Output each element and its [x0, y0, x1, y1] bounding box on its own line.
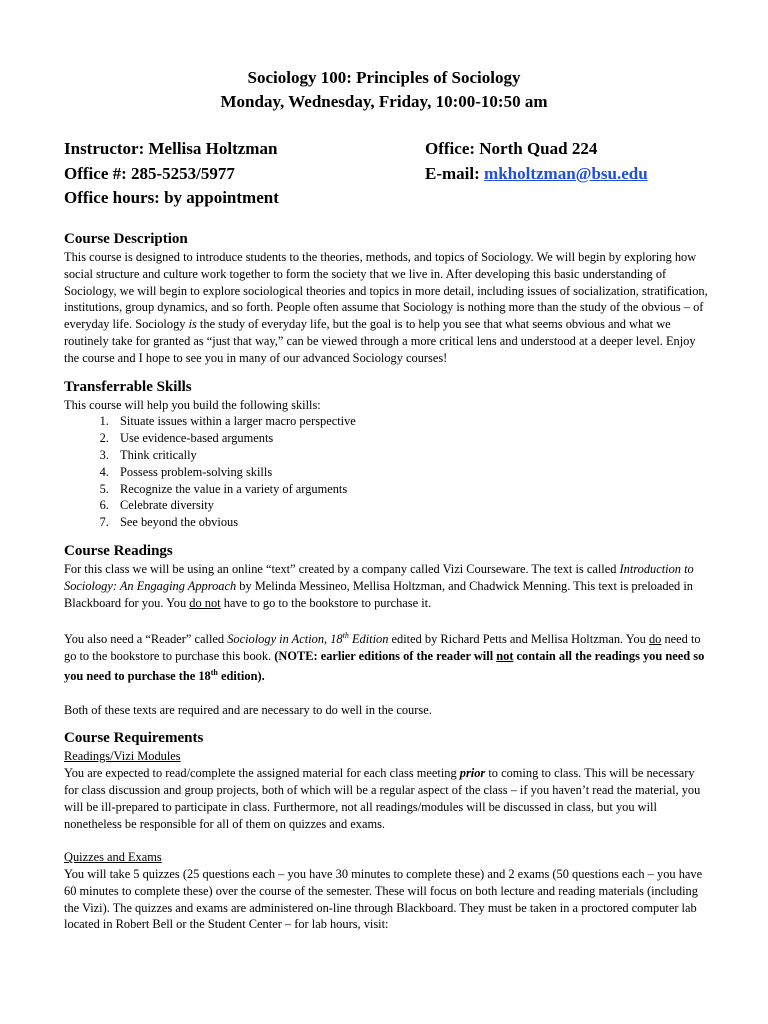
readings-paragraph-2: You also need a “Reader” called Sociology in Action, 18th Edition edited by Richard Petts and Mellisa Holtzman. You do need to go to the bookstore to purchase this book. (NOTE: earlier editions of the reader will not contain all the readings you need so you need to purchase the 18th edition). — [64, 631, 705, 683]
requirements-heading: Course Requirements — [64, 730, 204, 747]
email-line — [425, 162, 704, 187]
list-item: 6. Celebrate diversity — [112, 497, 712, 514]
course-schedule: Monday, Wednesday, Friday, 10:00-10:50 am — [220, 92, 548, 111]
quizzes-exams-subheading: Quizzes and Exams — [64, 850, 162, 865]
course-title-block — [0, 66, 768, 114]
skills-heading: Transferrable Skills — [64, 378, 192, 395]
office-phone: Office #: 285-5253/5977 — [64, 163, 235, 183]
readings-heading: Course Readings — [64, 542, 173, 559]
list-item: 1. Situate issues within a larger macro perspective — [112, 413, 712, 430]
course-description-heading: Course Description — [64, 231, 188, 247]
course-description-text: This course is designed to introduce students to the theories, methods, and topics of Sociology. We will begin by exploring how social structure and culture work together to form the society that we live in. After developing this basic understanding of Sociology, we will begin to explore sociological theories and topics in more detail, including issues of socialization, stratification, institutions, group dynamics, and so forth. People often assume that Sociology is nothing more than the study of the obvious – of everyday life. Sociology is the study of everyday life, but the goal is to help you see that what seems obvious and what we routinely take for granted as “just that way,” can be viewed through a more critical lens and understood at a deeper level. Enjoy the course and I hope to see you in many of our advanced Sociology courses! — [64, 250, 708, 365]
readings-paragraph-1: For this class we will be using an online “text” created by a company called Vizi Courseware. The text is called Introduction to Sociology: An Engaging Approach by Melinda Messineo, Mellisa Holtzman, and Chadwick Menning. This text is preloaded in Blackboard for you. You do not have to go to the bookstore to purchase it. — [64, 561, 694, 610]
list-item: 4. Possess problem-solving skills — [112, 464, 712, 481]
contact-info — [64, 137, 704, 211]
quizzes-exams-text: You will take 5 quizzes (25 questions each – you have 30 minutes to complete these) and 2 exams (50 questions each – you have 60 minutes to complete these) over the course of the semester. These will focus on both lecture and reading materials (including the Vizi). The quizzes and exams are administered on-line through Blackboard. They must be taken in a proctored computer lab located in Robert Bell or the Student Center – for lab hours, visit: — [64, 866, 703, 932]
instructor-name: Instructor: Mellisa Holtzman — [64, 139, 278, 158]
syllabus-body — [64, 229, 712, 933]
course-title: Sociology 100: Principles of Sociology — [247, 68, 521, 87]
email-link[interactable]: mkholtzman@bsu.edu — [484, 163, 648, 183]
skills-list — [64, 413, 712, 531]
readings-paragraph-3: Both of these texts are required and are necessary to do well in the course. — [64, 702, 432, 717]
readings-modules-subheading: Readings/Vizi Modules — [64, 749, 181, 764]
email-label: E-mail: — [425, 163, 485, 183]
list-item: 2. Use evidence-based arguments — [112, 430, 712, 447]
list-item: 7. See beyond the obvious — [112, 514, 712, 531]
skills-intro: This course will help you build the following skills: — [64, 397, 321, 412]
readings-modules-text: You are expected to read/complete the assigned material for each class meeting prior to coming to class. This will be necessary for class discussion and group projects, both of which will be a regular aspect of the class – if you haven’t read the material, you will be ill-prepared to participate in class. Furthermore, not all readings/modules will be discussed in class, but you will nonetheless be responsible for all of them on quizzes and exams. — [64, 766, 701, 831]
list-item: 5. Recognize the value in a variety of arguments — [112, 481, 712, 498]
office-location: Office: North Quad 224 — [425, 139, 598, 158]
list-item: 3. Think critically — [112, 447, 712, 464]
office-hours: Office hours: by appointment — [64, 188, 279, 207]
